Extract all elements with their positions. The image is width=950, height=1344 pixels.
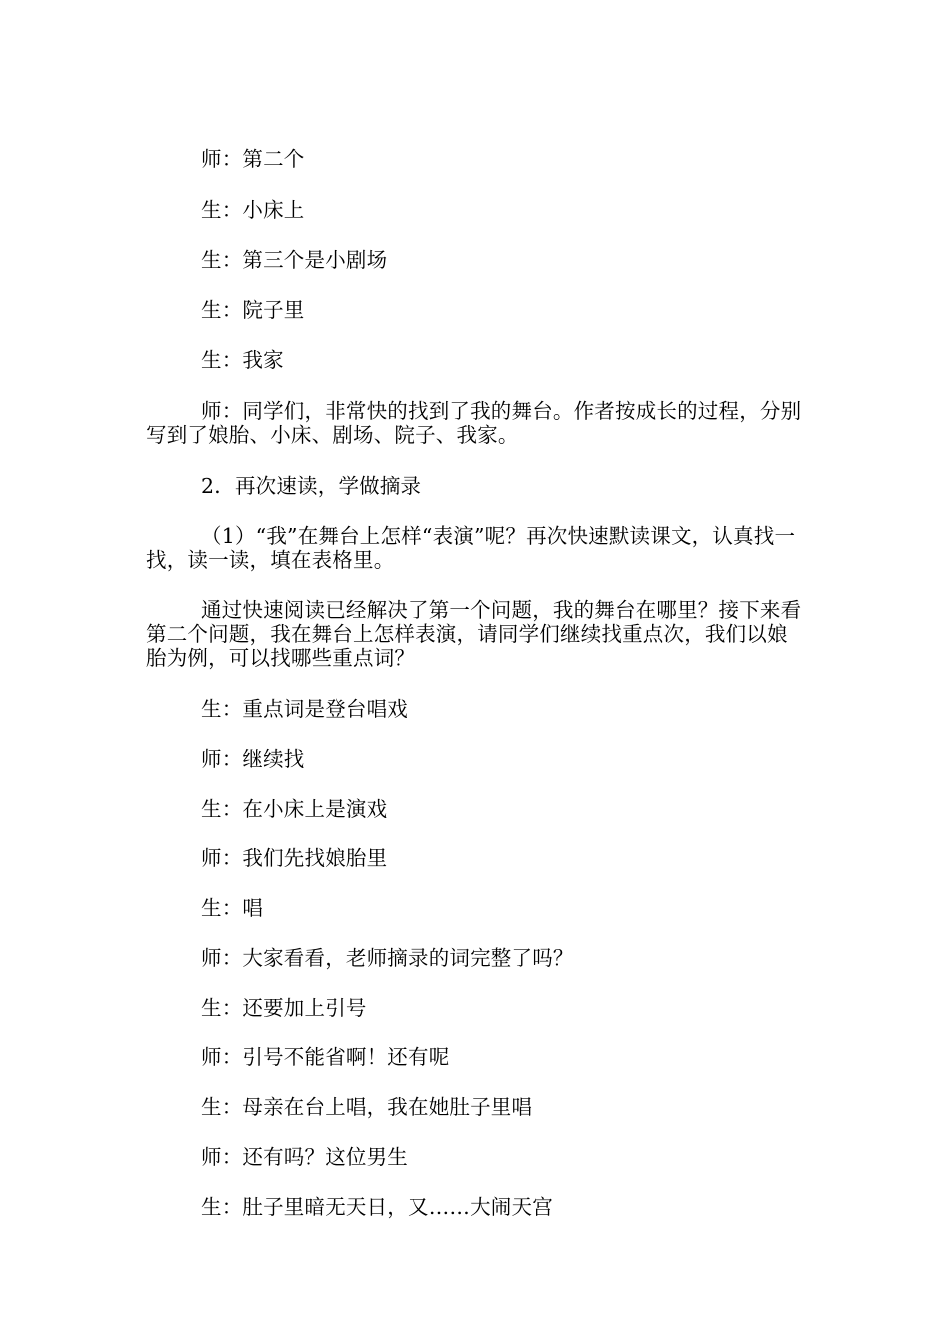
paragraph-13: 师：我们先找娘胎里 [201, 846, 388, 870]
paragraph-14: 生：唱 [201, 896, 264, 920]
paragraph-15: 师：大家看看，老师摘录的词完整了吗？ [201, 946, 574, 970]
paragraph-19: 师：还有吗？这位男生 [201, 1145, 408, 1169]
paragraph-10: 生：重点词是登台唱戏 [201, 697, 408, 721]
paragraph-16: 生：还要加上引号 [201, 996, 367, 1020]
paragraph-3: 生：第三个是小剧场 [201, 248, 388, 272]
paragraph-8: （1）“我”在舞台上怎样“表演”呢？再次快速默读课文，认真找一找，读一读，填在表格里。 [146, 524, 796, 572]
paragraph-17: 师：引号不能省啊！还有呢 [201, 1045, 450, 1069]
paragraph-18: 生：母亲在台上唱，我在她肚子里唱 [201, 1095, 533, 1119]
paragraph-9: 通过快速阅读已经解决了第一个问题，我的舞台在哪里？接下来看第二个问题，我在舞台上怎样表演，请同学们继续找重点次，我们以娘胎为例，可以找哪些重点词？ [146, 598, 802, 670]
paragraph-12: 生：在小床上是演戏 [201, 797, 388, 821]
paragraph-2: 生：小床上 [201, 198, 305, 222]
paragraph-1: 师：第二个 [201, 147, 305, 171]
paragraph-5: 生：我家 [201, 348, 284, 372]
paragraph-6: 师：同学们，非常快的找到了我的舞台。作者按成长的过程，分别写到了娘胎、小床、剧场、院子、我家。 [146, 399, 802, 447]
paragraph-20: 生：肚子里暗无天日，又……大闹天宫 [201, 1195, 553, 1219]
paragraph-7: 2．再次速读，学做摘录 [201, 474, 422, 498]
paragraph-11: 师：继续找 [201, 747, 305, 771]
paragraph-4: 生：院子里 [201, 298, 305, 322]
